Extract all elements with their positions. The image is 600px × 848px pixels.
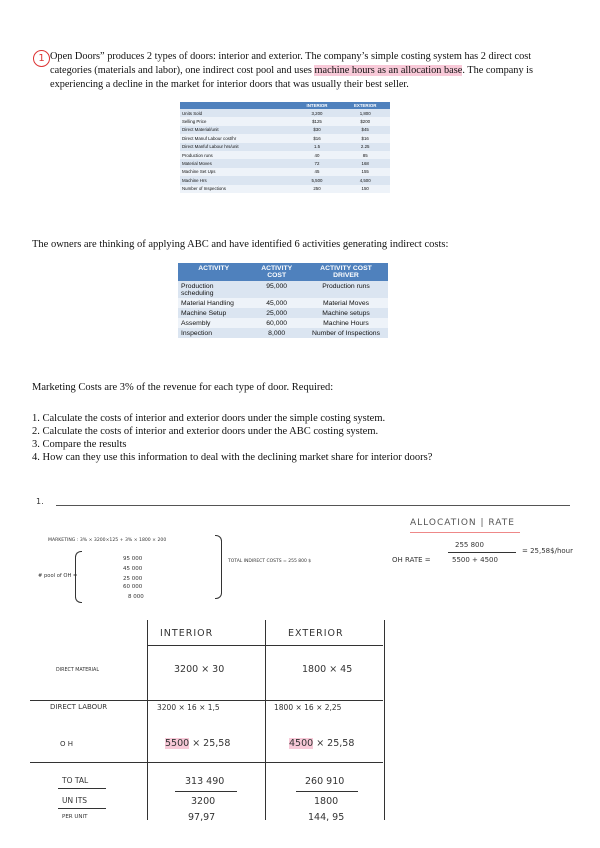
row-label: Direct Manfuf Labour hrs/unit [180,143,294,151]
table-row [180,126,390,134]
activity-table-header: ACTIVITY [178,263,249,281]
interior-value: 72 [294,159,341,167]
col-exterior-label: EXTERIOR [288,628,344,639]
exterior-value: 155 [340,168,390,176]
table-row [180,159,390,167]
dm-exterior: 1800 × 45 [302,664,353,675]
exterior-value: $16 [340,134,390,142]
exterior-value: $200 [340,117,390,125]
activity-cost: 45,000 [249,298,304,308]
interior-value: $125 [294,117,341,125]
interior-value: $16 [294,134,341,142]
interior-value: 3,200 [294,109,341,117]
pool-right-brace [215,535,222,599]
oh-pool-label: # pool of OH = [38,573,78,579]
oh-exterior-hours: 4500 [289,738,314,749]
units-underline [58,808,106,809]
table-row [180,151,390,159]
table-row [180,109,390,117]
question-number-circle: 1 [33,50,50,67]
exterior-value: 1,800 [340,109,390,117]
table-row [180,134,390,142]
cost-grid-separator [265,620,266,820]
table-row [180,176,390,184]
activity-cost: 8,000 [249,328,304,338]
row-direct-material: DIRECT MATERIAL [56,668,99,673]
pool-item: 25 000 [123,576,143,582]
answer-divider-line [56,505,570,506]
exterior-value: 85 [340,151,390,159]
exterior-value: $45 [340,126,390,134]
exterior-value: 2.25 [340,143,390,151]
row-label: Machine Set Ups [180,168,294,176]
pool-item: 60 000 [123,584,143,590]
cost-grid-header-line [147,645,383,646]
question-text [50,50,570,92]
total-exterior: 260 910 [305,776,345,787]
row-label: Direct Manuf Labour cost/hr [180,134,294,142]
row-total: TO TAL [62,776,89,785]
interior-value: 45 [294,168,341,176]
cost-grid-frame [147,620,385,820]
row-label: Units Sold [180,109,294,117]
interior-value: 40 [294,151,341,159]
owners-paragraph: The owners are thinking of applying ABC and have identified 6 activities generating indirect costs: [32,239,449,250]
exterior-value: 168 [340,159,390,167]
question-highlight: machine hours as an allocation base [314,65,463,76]
oh-rate-denominator: 5500 + 4500 [452,556,498,564]
activity-driver: Material Moves [304,298,388,308]
requirement-item: 1. Calculate the costs of interior and exterior doors under the simple costing system. [32,413,386,424]
oh-rate-numerator: 255 800 [455,541,484,549]
oh-interior-rate: × 25,58 [189,738,231,749]
marketing-calculation: MARKETING : 3% × 3200×125 + 3% × 1800 × 200 [48,538,167,543]
exterior-value: 150 [340,185,390,193]
exterior-value: 4,500 [340,176,390,184]
data-table-header [180,102,294,109]
table-row [180,185,390,193]
activity-name: Material Handling [178,298,249,308]
data-table-header: INTERIOR [294,102,341,109]
table-row [180,143,390,151]
oh-exterior-rate: × 25,58 [313,738,355,749]
activity-driver: Machine setups [304,308,388,318]
row-label: Direct Material/unit [180,126,294,134]
table-row [180,168,390,176]
activity-driver: Machine Hours [304,318,388,328]
activity-table [178,263,388,338]
marketing-paragraph: Marketing Costs are 3% of the revenue for each type of door. Required: [32,382,334,393]
interior-value: 1.5 [294,143,341,151]
activity-name: Production scheduling [178,281,249,298]
col-interior-label: INTERIOR [160,628,214,639]
activity-table-header: ACTIVITY COST DRIVER [304,263,388,281]
table-row [178,328,388,338]
row-units: UN ITS [62,796,88,805]
per-unit-exterior: 144, 95 [308,812,345,823]
pool-item: 8 000 [128,594,144,600]
row-label: Number of Inspections [180,185,294,193]
interior-value: 250 [294,185,341,193]
activity-driver: Production runs [304,281,388,298]
activity-driver: Number of Inspections [304,328,388,338]
total-interior: 313 490 [185,776,225,787]
pool-left-brace [75,551,82,603]
row-label: Selling Price [180,117,294,125]
oh-interior [165,738,230,749]
activity-name: Assembly [178,318,249,328]
oh-rate-result: = 25,58$/hour [522,547,573,555]
activity-cost: 60,000 [249,318,304,328]
oh-rate-label: OH RATE = [392,556,431,564]
units-interior: 3200 [191,796,216,807]
allocation-rate-title: ALLOCATION | RATE [410,518,515,528]
row-per-unit: PER UNIT [62,814,88,820]
activity-cost: 95,000 [249,281,304,298]
activity-name: Inspection [178,328,249,338]
table-row [178,318,388,328]
activity-table-header: ACTIVITY COST [249,263,304,281]
door-data-table [180,102,390,193]
activity-cost: 25,000 [249,308,304,318]
interior-value: $30 [294,126,341,134]
row-label: Material Moves [180,159,294,167]
dl-interior: 3200 × 16 × 1,5 [157,703,220,712]
units-exterior: 1800 [314,796,339,807]
activity-name: Machine Setup [178,308,249,318]
per-unit-interior: 97,97 [188,812,216,823]
requirement-item: 2. Calculate the costs of interior and exterior doors under the ABC costing system. [32,426,379,437]
row-label: Machine Hrs [180,176,294,184]
pool-item: 45 000 [123,566,143,572]
cost-grid-row-line [30,700,383,701]
requirement-item: 3. Compare the results [32,439,127,450]
oh-interior-hours: 5500 [165,738,190,749]
total-indirect-costs: TOTAL INDIRECT COSTS = 255 800 $ [228,559,312,564]
dl-exterior: 1800 × 16 × 2,25 [274,703,342,712]
total-underline [58,788,106,789]
oh-rate-fraction-bar [448,552,516,553]
row-direct-labour: DIRECT LABOUR [50,703,108,711]
table-row [178,308,388,318]
question-text-part1: Open Doors” produces 2 types of doors: interior and exterior. The company’s simple costing system has 2 direct cost categories (materials and labor), one indirect cost pool and uses [50,51,532,76]
interior-value: 5,500 [294,176,341,184]
row-oh: O H [60,740,73,748]
row-label: Production runs [180,151,294,159]
table-row [178,298,388,308]
allocation-title-underline [410,532,520,533]
question-text-part2: . The company is experiencing a decline in the market for interior doors that was usually their best seller. [50,65,534,90]
cost-grid-row-line [30,762,383,763]
table-row [180,117,390,125]
requirement-item: 4. How can they use this information to deal with the declining market share for interior doors? [32,452,433,463]
exterior-total-underline [296,791,358,792]
table-row [178,281,388,298]
oh-exterior [289,738,354,749]
part-number: 1. [36,497,44,506]
interior-total-underline [175,791,237,792]
dm-interior: 3200 × 30 [174,664,225,675]
requirements-list [32,412,432,464]
data-table-header: EXTERIOR [340,102,390,109]
pool-item: 95 000 [123,556,143,562]
